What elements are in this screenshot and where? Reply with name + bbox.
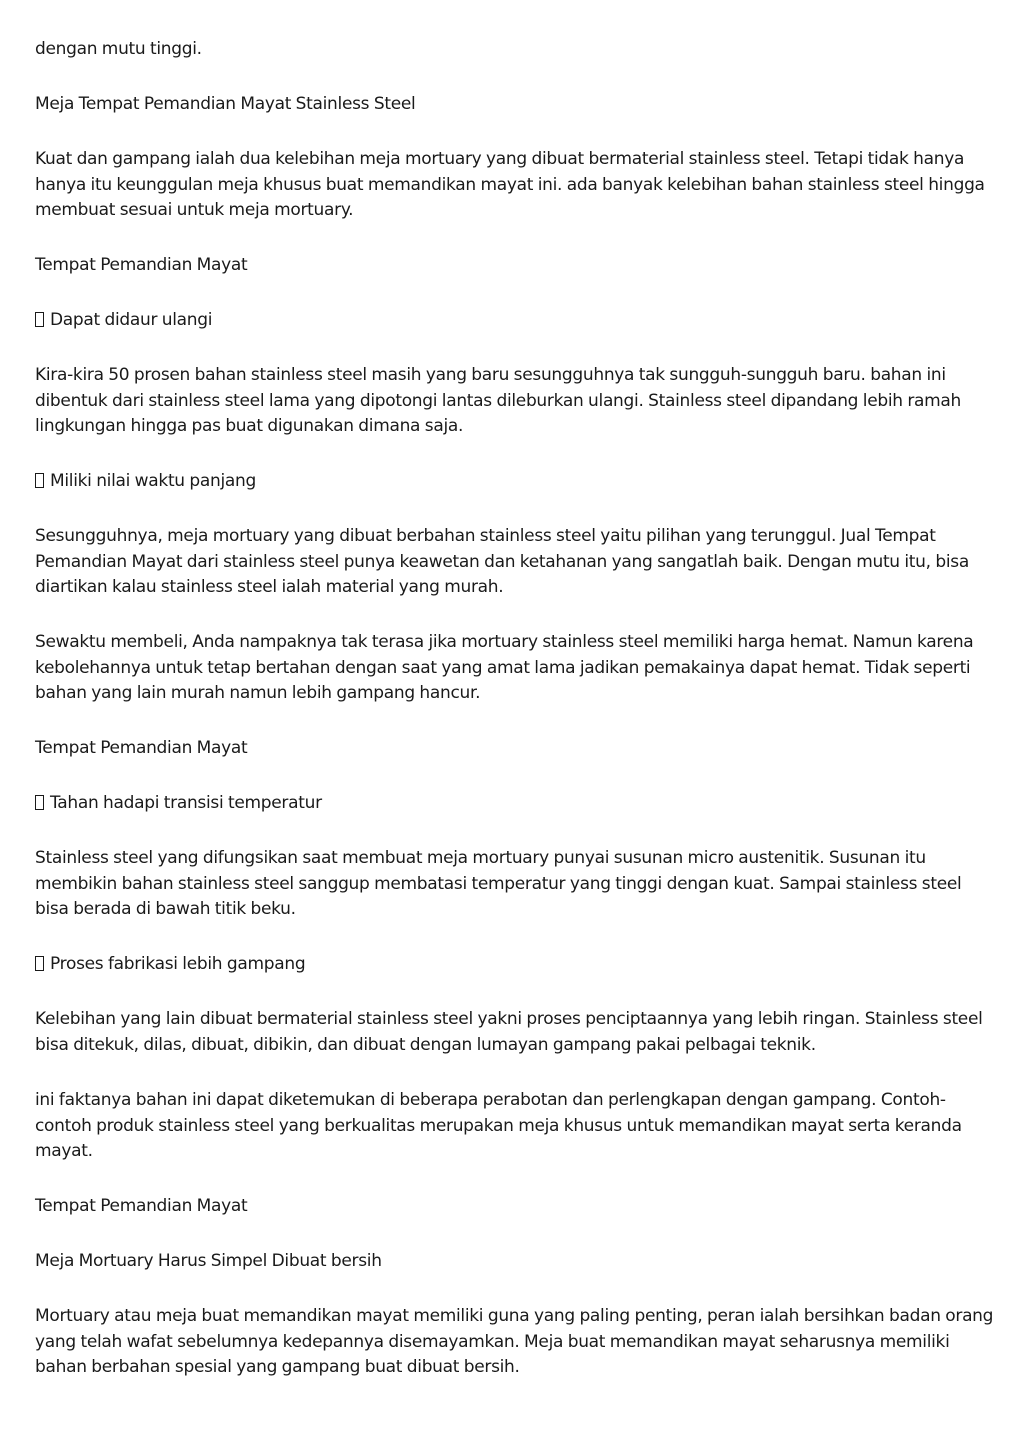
paragraph: dengan mutu tinggi. [35, 39, 202, 59]
bullet-text: Dapat didaur ulangi [50, 310, 213, 330]
bullet-item [35, 952, 995, 978]
paragraph: Sesungguhnya, meja mortuary yang dibuat berbahan stainless steel yaitu pilihan yang terunggul. Jual Tempat Pemandian Mayat dari stainless steel punya keawetan dan ketahanan yang sangatlah baik. Dengan mutu itu, bisa diartikan kalau stainless steel ialah material yang murah. [35, 526, 969, 597]
bullet-text: Tahan hadapi transisi temperatur [50, 793, 322, 813]
paragraph: Mortuary atau meja buat memandikan mayat memiliki guna yang paling penting, peran ialah bersihkan badan orang yang telah wafat sebelumnya kedepannya disemayamkan. Meja buat memandikan mayat seharusnya memiliki bahan berbahan spesial yang gampang buat dibuat bersih. [35, 1306, 994, 1377]
section-heading: Tempat Pemandian Mayat [35, 255, 248, 275]
paragraph: Stainless steel yang difungsikan saat membuat meja mortuary punyai susunan micro austenitik. Susunan itu membikin bahan stainless steel sanggup membatasi temperatur yang tinggi dengan kuat. Sampai stainless steel bisa berada di bawah titik beku. [35, 848, 962, 919]
paragraph: ini faktanya bahan ini dapat diketemukan di beberapa perabotan dan perlengkapan dengan gampang. Contoh-contoh produk stainless steel yang berkualitas merupakan meja khusus untuk memandikan mayat serta keranda mayat. [35, 1090, 962, 1161]
section-heading: Meja Mortuary Harus Simpel Dibuat bersih [35, 1251, 382, 1271]
bullet-text: Miliki nilai waktu panjang [50, 471, 256, 491]
paragraph: Kelebihan yang lain dibuat bermaterial stainless steel yakni proses penciptaannya yang lebih ringan. Stainless steel bisa ditekuk, dilas, dibuat, dibikin, dan dibuat dengan lumayan gampang pakai pelbagai teknik. [35, 1009, 983, 1055]
section-heading: Tempat Pemandian Mayat [35, 1196, 248, 1216]
section-heading: Tempat Pemandian Mayat [35, 738, 248, 758]
bullet-box-icon [35, 795, 44, 810]
paragraph: Kira-kira 50 prosen bahan stainless steel masih yang baru sesungguhnya tak sungguh-sungguh baru. bahan ini dibentuk dari stainless steel lama yang dipotongi lantas dileburkan ulangi. Stainless steel dipandang lebih ramah lingkungan hingga pas buat digunakan dimana saja. [35, 365, 962, 436]
bullet-text: Proses fabrikasi lebih gampang [50, 954, 306, 974]
paragraph: Kuat dan gampang ialah dua kelebihan meja mortuary yang dibuat bermaterial stainless steel. Tetapi tidak hanya hanya itu keunggulan meja khusus buat memandikan mayat ini. ada banyak kelebihan bahan stainless steel hingga membuat sesuai untuk meja mortuary. [35, 149, 985, 220]
bullet-box-icon [35, 956, 44, 971]
bullet-box-icon [35, 473, 44, 488]
bullet-item [35, 469, 995, 495]
paragraph: Sewaktu membeli, Anda nampaknya tak terasa jika mortuary stainless steel memiliki harga hemat. Namun karena kebolehannya untuk tetap bertahan dengan saat yang amat lama jadikan pemakainya dapat hemat. Tidak seperti bahan yang lain murah namun lebih gampang hancur. [35, 632, 974, 703]
bullet-item [35, 791, 995, 817]
bullet-box-icon [35, 312, 44, 327]
bullet-item [35, 308, 995, 334]
section-heading: Meja Tempat Pemandian Mayat Stainless Steel [35, 94, 416, 114]
